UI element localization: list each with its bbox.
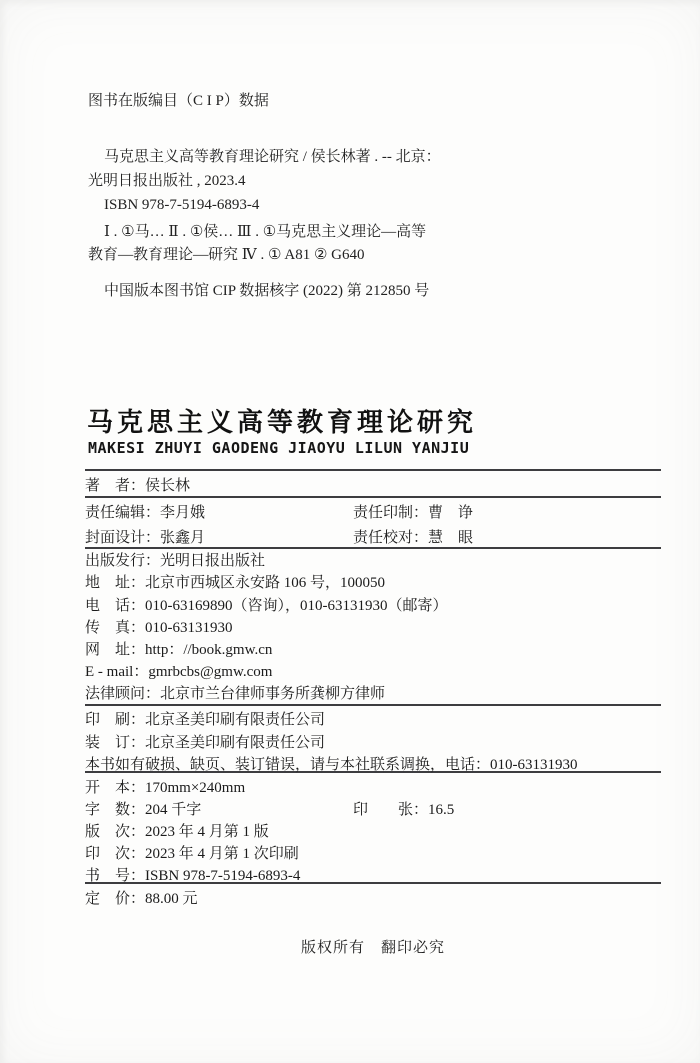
colophon-row-format [85,778,661,798]
field-label: 装 订： [85,735,146,751]
field-label: 法律顾问： [85,686,161,702]
field-label: 书 号： [85,868,146,884]
field-label: 开 本： [85,780,146,796]
field-value: 李月娥 [160,505,206,521]
colophon-row-website [85,640,661,660]
colophon-row-printer [85,710,661,730]
cip-entry-line1: 马克思主义高等教育理论研究 / 侯长林著 . -- 北京： [104,149,441,165]
colophon-row-price [85,889,661,909]
colophon-row-phone [85,596,661,616]
field-label: 封面设计： [85,530,161,546]
field-label: 责任编辑： [85,505,161,521]
colophon-row-email [85,662,661,682]
field-value: 88.00 元 [145,891,198,907]
field-label: 地 址： [85,575,146,591]
cip-record-number: 中国版本图书馆 CIP 数据核字 (2022) 第 212850 号 [104,283,430,299]
colophon-row-fax [85,618,661,638]
cip-isbn: ISBN 978-7-5194-6893-4 [104,197,260,213]
field-label: 责任印制： [353,505,429,521]
colophon-row-wordcount [85,800,661,820]
cip-classification-line1: Ⅰ . ①马… Ⅱ . ①侯… Ⅲ . ①马克思主义理论—高等 [104,224,427,240]
colophon-row-edition [85,822,661,842]
field-value: 16.5 [428,802,455,818]
divider [85,469,661,471]
field-value: 北京市兰台律师事务所龚柳方律师 [160,686,386,702]
field-value: 204 千字 [145,802,202,818]
field-value: http：//book.gmw.cn [145,642,273,658]
divider [85,704,661,706]
colophon-row-author [85,476,661,496]
notice-text: 本书如有破损、缺页、装订错误，请与本社联系调换，电话：010-63131930 [85,757,578,773]
field-value: ISBN 978-7-5194-6893-4 [145,868,301,884]
colophon-row-publisher [85,551,661,571]
colophon-row-binding [85,733,661,753]
field-value: 北京市西城区永安路 106 号，100050 [145,575,386,591]
field-value: 170mm×240mm [145,780,246,796]
field-label: 出版发行： [85,553,161,569]
field-label: 责任校对： [353,530,429,546]
field-label: E - mail： [85,664,149,680]
copyright-notice: 版权所有 翻印必究 [300,940,445,956]
field-value: 2023 年 4 月第 1 次印刷 [145,846,299,862]
colophon-row-address [85,573,661,593]
field-label: 印 刷： [85,712,146,728]
field-value: 010-63131930 [145,620,233,636]
cip-entry-line2: 光明日报出版社 , 2023.4 [88,173,246,189]
field-value: 侯长林 [145,478,191,494]
field-value: 010-63169890（咨询），010-63131930（邮寄） [145,598,448,614]
field-value: 曹 诤 [428,505,474,521]
field-label: 电 话： [85,598,146,614]
field-value: gmrbcbs@gmw.com [148,664,273,680]
field-label: 版 次： [85,824,146,840]
field-value: 2023 年 4 月第 1 版 [145,824,269,840]
cip-heading: 图书在版编目（C I P）数据 [88,93,269,109]
cip-classification-line2: 教育—教育理论—研究 Ⅳ . ① A81 ② G640 [88,247,365,263]
book-title: 马克思主义高等教育理论研究 [87,408,478,438]
field-label: 传 真： [85,620,146,636]
field-label: 字 数： [85,802,146,818]
field-label: 印 张： [353,802,429,818]
colophon-row-editor [85,503,661,523]
field-label: 网 址： [85,642,146,658]
divider [85,496,661,498]
field-value: 北京圣美印刷有限责任公司 [145,712,326,728]
field-value: 慧 眼 [428,530,474,546]
book-title-pinyin: MAKESI ZHUYI GAODENG JIAOYU LILUN YANJIU [88,439,470,457]
colophon-row-damage-notice [85,755,661,775]
field-value: 张鑫月 [160,530,206,546]
field-label: 定 价： [85,891,146,907]
colophon-row-impression [85,844,661,864]
colophon-row-cover-design [85,528,661,548]
field-label: 印 次： [85,846,146,862]
field-value: 光明日报出版社 [160,553,266,569]
colophon-row-legal-counsel [85,684,661,704]
field-value: 北京圣美印刷有限责任公司 [145,735,326,751]
colophon-row-isbn [85,866,661,886]
field-label: 著 者： [85,478,146,494]
